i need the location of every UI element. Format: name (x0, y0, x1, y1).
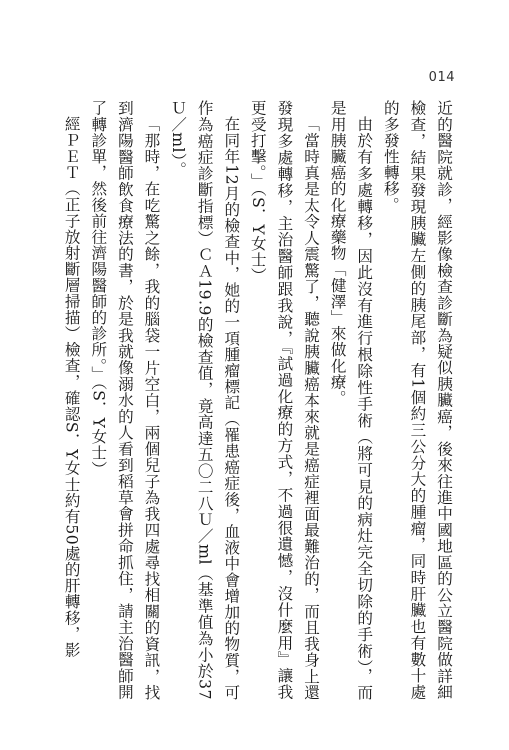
paragraph-5: 「那時，在吃驚之餘，我的腦袋一片空白，兩個兒子為我四處尋找相關的資訊，找到濟陽醫師飲食療法的書，於是我就像溺水的人看到稻草會拼命抓住，請主治醫師開了轉診單，然後前往濟陽醫師的診所。」（S．Y女士） (89, 100, 161, 700)
paragraph-6: 經ＰＥＴ（正子放射斷層掃描）檢查，確認S．Y女士約有50處的肝轉移，影 (62, 115, 81, 658)
paragraph-1: 近的醫院就診，經影像檢查診斷為疑似胰臟癌，後來往進中國地區的公立醫院做詳細檢查，結果發現胰臟左側的胰尾部，有1個約三公分大的腫瘤，同時肝臟也有數十處的多發性轉移。 (381, 100, 453, 700)
page-number: 014 (428, 70, 455, 85)
paragraph-3: 「當時真是太令人震驚了，聽說胰臟癌本來就是癌症裡面最難治的，而且我身上還發現多處轉移，主治醫師跟我說，『試過化療的方式，不過很遺憾，沒什麼用』讓我更受打擊。」（S．Y女士） (248, 100, 321, 700)
vertical-text-body (49, 100, 457, 700)
paragraph-4: 在同年12月的檢查中，她的一項腫瘤標記（罹患癌症後，血液中會增加的物質，可作為癌症診斷指標）ＣＡ19.9的檢查值，竟高達五〇二八Ｕ／ml（基準值為小於37Ｕ／ml）。 (169, 100, 241, 700)
paragraph-2: 由於有多處轉移，因此沒有進行根除性手術（將可見的病灶完全切除的手術），而是用胰臟癌的化療藥物「健澤」來做化療。 (328, 100, 374, 700)
